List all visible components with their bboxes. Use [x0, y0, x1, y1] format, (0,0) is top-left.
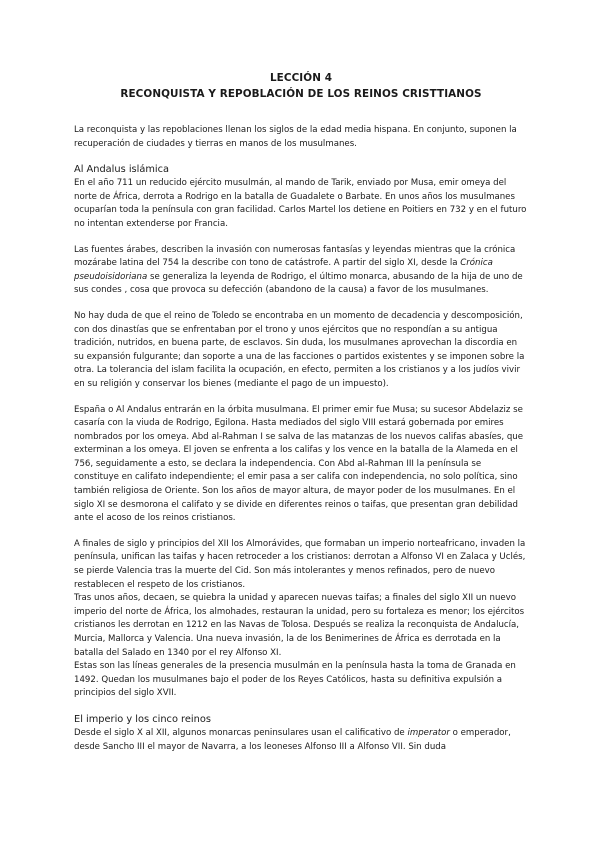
paragraph-invasion-711: En el año 711 un reducido ejército musulmán, al mando de Tarik, enviado por Musa, emir omeya del norte de África, derrota a Rodrigo en la batalla de Guadalete o Barbate. En unos años los musulmanes ocuparían toda la península con gran facilidad. Carlos Martel los detiene en Poitiers en 732 y en el futuro no intentan extenderse por Francia.: [74, 178, 527, 229]
section-heading-al-andalus: Al Andalus islámica: [74, 164, 170, 176]
paragraph-text: o emperador, desde Sancho III el mayor de Navarra, a los leoneses Alfonso III a Alfonso VII. Sin duda: [74, 727, 511, 752]
paragraph-orbita-musulmana: España o Al Andalus entrarán en la órbita musulmana. El primer emir fue Musa; su sucesor Abdelaziz se casaría con la viuda de Rodrigo, Egilona. Hasta mediados del siglo VIII estará gobernada por emires nombrados por los omeya. Abd al-Rahman I se salva de las matanzas de los nuevos califas abasíes, que exterminan a los omeya. El joven se enfrenta a los califas y los vence en la batalla de la Alameda en el 756, seguidamente a esto, se declara la independencia. Con Abd al-Rahman III la península se constituye en califato independiente; el emir pasa a ser califa con independencia, no solo política, sino también religiosa de Oriente. Son los años de mayor altura, de mayor poder de los musulmanes. En el siglo XI se desmorona el califato y se divide en diferentes reinos o taifas, que presentan gran debilidad ante el acoso de los reinos cristianos.: [74, 404, 524, 524]
section-heading-imperio: El imperio y los cinco reinos: [74, 713, 211, 725]
paragraph-text: se generaliza la leyenda de Rodrigo, el último monarca, abusando de la hija de uno de sus condes , cosa que provoca su defección (abandono de la causa) a favor de los musulmanes.: [74, 271, 523, 296]
document-page: [74, 70, 528, 754]
title-line-2: RECONQUISTA Y REPOBLACIÓN DE LOS REINOS CRISTTIANOS: [120, 88, 482, 100]
paragraph-granada: Estas son las líneas generales de la presencia musulmán en la península hasta la toma de Granada en 1492. Quedan los musulmanes bajo el poder de los Reyes Católicos, hasta su definitiva expulsión a principios del siglo XVII.: [74, 661, 516, 699]
paragraph-text: Las fuentes árabes, describen la invasión con numerosas fantasías y leyendas mientras que la crónica mozárabe latina del 754 la describe con tono de catástrofe. A partir del siglo XI, desde la: [74, 244, 516, 269]
intro-paragraph: La reconquista y las repoblaciones llenan los siglos de la edad media hispana. En conjunto, suponen la recuperación de ciudades y tierras en manos de los musulmanes.: [74, 125, 517, 149]
italic-title-cronica: Crónica pseudoisidoriana: [74, 258, 493, 282]
paragraph-fuentes-arabes: [74, 244, 528, 298]
paragraph-almoravides: A finales de siglo y principios del XII los Almorávides, que formaban un imperio norteafricano, invaden la península, unifican las taifas y hacen retroceder a los cristianos: derrotan a Alfonso VI en Zalaca y Uclés, se pierde Valencia tras la muerte del Cid. Son más intolerantes y menos refinados, pero de nuevo restablecen el respeto de los cristianos.: [74, 538, 526, 590]
paragraph-reino-toledo: No hay duda de que el reino de Toledo se encontraba en un momento de decadencia y descomposición, con dos dinastías que se enfrentaban por el trono y unos ejércitos que no respondían a su antigua tradición, nutridos, en buena parte, de esclavos. Sin duda, los musulmanes aprovechan la discordia en su expansión fulgurante; dan soporte a una de las facciones o partidos existentes y se imponen sobre la otra. La tolerancia del islam facilita la ocupación, en efecto, permiten a los cristianos y a los judíos vivir en su religión y conservar los bienes (mediante el pago de un impuesto).: [74, 310, 525, 389]
title-line-1: LECCIÓN 4: [269, 72, 333, 84]
paragraph-almohades: Tras unos años, decaen, se quiebra la unidad y aparecen nuevas taifas; a finales del siglo XII un nuevo imperio del norte de África, los almohades, restauran la unidad, pero su fortaleza es menor; los ejércitos cristianos les derrotan en 1212 en las Navas de Tolosa. Después se realiza la reconquista de Andalucía, Murcia, Mallorca y Valencia. Una nueva invasión, la de los Benimerines de África es derrotada en la batalla del Salado en 1340 por el rey Alfonso XI.: [74, 593, 525, 658]
paragraph-text: Desde el siglo X al XII, algunos monarcas peninsulares usan el calificativo de: [74, 727, 408, 738]
lesson-title: [74, 70, 528, 102]
italic-word-imperator: imperator: [407, 727, 450, 738]
paragraph-imperator: [74, 727, 528, 754]
